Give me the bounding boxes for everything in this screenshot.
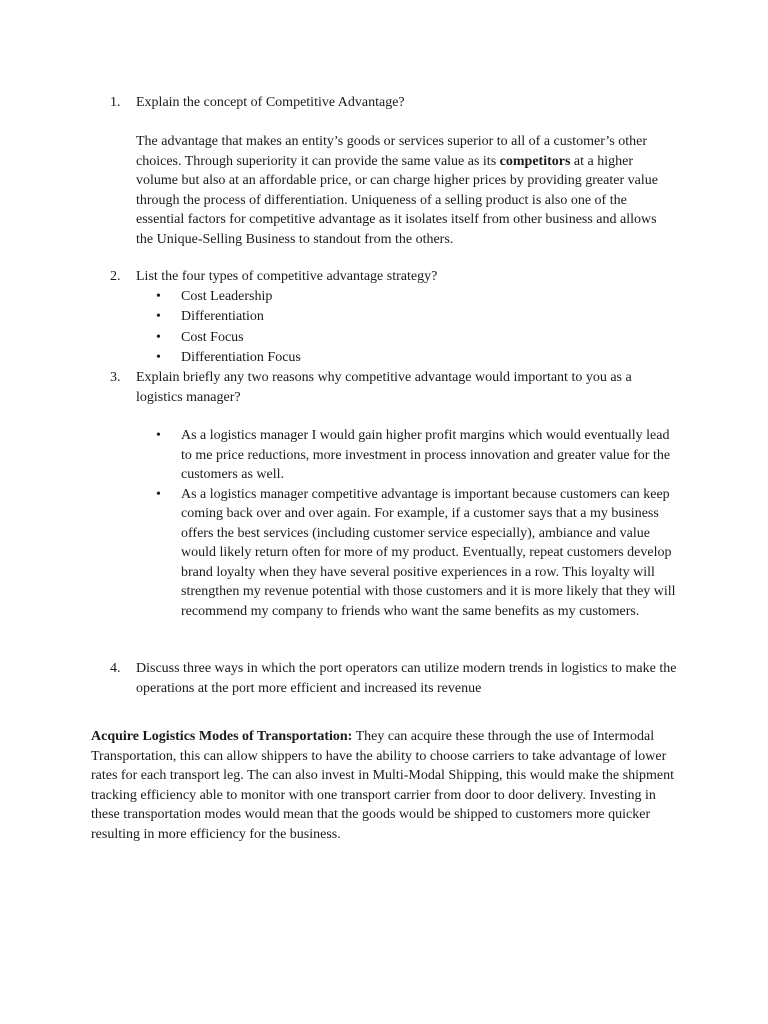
list-item-text: Differentiation Focus bbox=[181, 349, 301, 365]
question-number: 4. bbox=[110, 661, 121, 676]
question-4 bbox=[110, 659, 690, 698]
list-item-text: Differentiation bbox=[181, 309, 264, 325]
question-text: List the four types of competitive advantage strategy? bbox=[136, 269, 438, 284]
strategy-list bbox=[136, 287, 681, 368]
paragraph-heading: Acquire Logistics Modes of Transportation: bbox=[91, 729, 353, 744]
question-1 bbox=[110, 93, 690, 113]
bullet-icon: • bbox=[156, 309, 161, 325]
answer-text-part: at a higher volume but also at an affordable price, or can charge higher prices by providing greater value through the process of differentiation. Uniqueness of a selling product is also one of the essential factors for competitive advantage as it isolates itself from other business and allows the Unique-Selling Business to standout from the others. bbox=[136, 153, 658, 247]
list-item-text: As a logistics manager I would gain higher profit margins which would eventually lead to me price reductions, more investment in process innovation and greater value for the customers as well. bbox=[181, 428, 671, 482]
answer-text-part: The advantage that makes an entity’s goods or services superior to all of a customer’s other choices. Through superiority it can provide the same value as its bbox=[136, 134, 647, 169]
list-item bbox=[136, 485, 681, 622]
list-item bbox=[136, 307, 681, 327]
answer-1 bbox=[136, 132, 666, 249]
reasons-list bbox=[136, 426, 681, 621]
question-text: Explain briefly any two reasons why competitive advantage would important to you as a logistics manager? bbox=[136, 370, 632, 405]
question-3 bbox=[110, 368, 690, 407]
paragraph-text: They can acquire these through the use of Intermodal Transportation, this can allow shippers to have the ability to choose carriers to take advantage of lower rates for each transport leg. The can also invest in Multi-Modal Shipping, this would make the shipment tracking efficiency able to monitor with one transport carrier from door to door delivery. Investing in these transportation modes would mean that the goods would be shipped to customers more quicker resulting in more efficiency for the business. bbox=[91, 729, 674, 842]
bullet-icon: • bbox=[156, 329, 161, 345]
list-item bbox=[136, 348, 681, 368]
question-text: Discuss three ways in which the port operators can utilize modern trends in logistics to make the operations at the port more efficient and increased its revenue bbox=[136, 661, 677, 696]
bullet-icon: • bbox=[156, 349, 161, 365]
question-number: 1. bbox=[110, 95, 121, 110]
question-text: Explain the concept of Competitive Advantage? bbox=[136, 95, 405, 110]
bullet-icon: • bbox=[156, 486, 161, 502]
list-item-text: Cost Leadership bbox=[181, 289, 273, 304]
list-item bbox=[136, 287, 681, 307]
list-item bbox=[136, 426, 681, 485]
bullet-icon: • bbox=[156, 428, 161, 443]
bullet-icon: • bbox=[156, 289, 161, 304]
question-2 bbox=[110, 267, 690, 287]
question-number: 2. bbox=[110, 269, 121, 284]
transport-paragraph bbox=[91, 727, 686, 844]
question-number: 3. bbox=[110, 370, 121, 385]
list-item bbox=[136, 328, 681, 348]
answer-bold-term: competitors bbox=[499, 153, 571, 169]
list-item-text: Cost Focus bbox=[181, 329, 244, 345]
list-item-text: As a logistics manager competitive advantage is important because customers can keep coming back over and over again. For example, if a customer says that a my business offers the best services (including customer service especially), ambiance and value would likely return often for more of my product. Eventually, repeat customers develop brand loyalty when they have several positive experiences in a row. This loyalty will strengthen my revenue potential with those customers and it is more likely that they will recommend my company to friends who want the same benefits as my customers. bbox=[181, 486, 676, 619]
